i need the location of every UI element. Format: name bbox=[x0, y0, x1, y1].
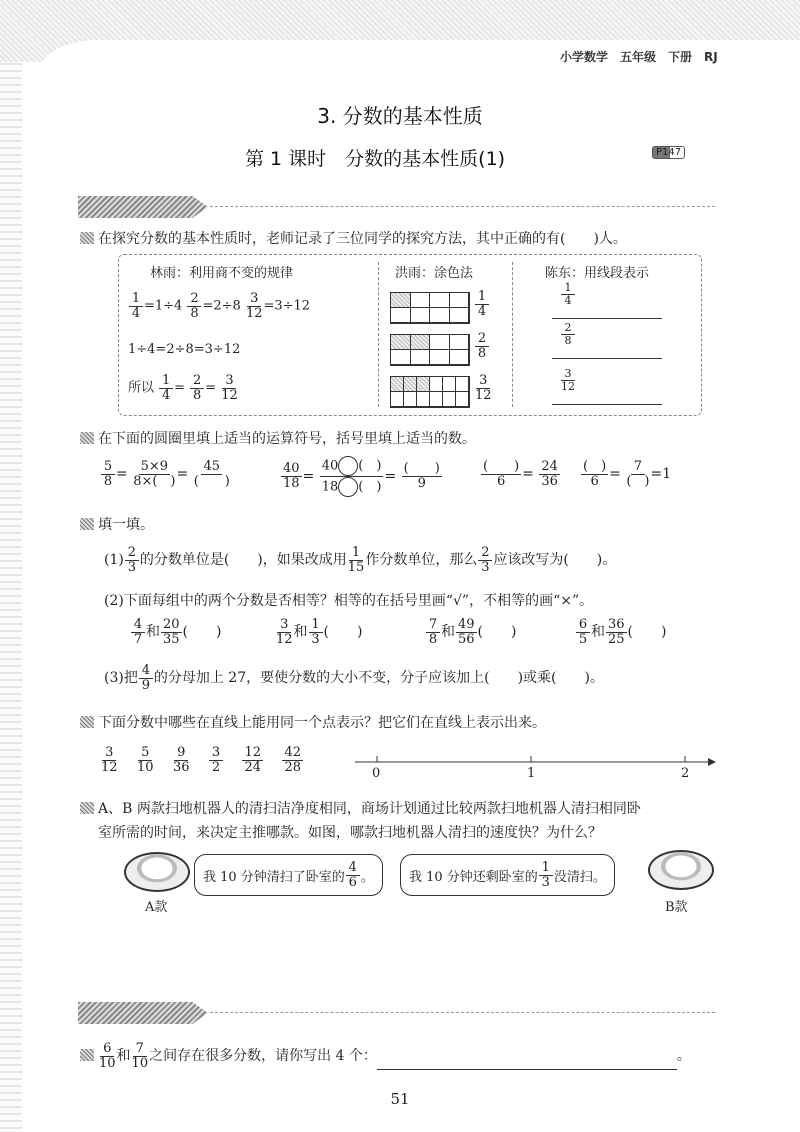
question-1 bbox=[80, 228, 627, 248]
robot-a-speech: 我 10 分钟清扫了卧室的 4 6 。 bbox=[194, 854, 383, 896]
question-marker-icon bbox=[80, 232, 94, 244]
question-4-text: 下面分数中哪些在直线上能用同一个点表示？把它们在直线上表示出来。 bbox=[98, 715, 546, 731]
segment-line-1 bbox=[552, 318, 662, 319]
robot-a-label: A款 bbox=[145, 900, 168, 915]
q2-equation-3: ( ) 6 = $\frac{24}{36}$ bbox=[483, 459, 558, 489]
hongyu-title: 洪雨：涂色法 bbox=[395, 266, 474, 281]
basic-section-banner bbox=[78, 196, 208, 218]
shaded-grid-quarters bbox=[390, 292, 470, 324]
question-3 bbox=[80, 514, 154, 534]
q3-part-2: (2)下面每组中的两个分数是否相等？相等的在括号里画“√”，不相等的画“×”。 bbox=[104, 593, 594, 609]
question-marker-icon bbox=[80, 716, 94, 728]
advanced-section-banner bbox=[78, 1002, 208, 1024]
q4-fractions: $\frac{3}{12}$ $\frac{5}{10}$ $\frac{9}{36}$ $\frac{3}{2}$ $\frac{12}{24}$ $\frac{42}{28}$ bbox=[101, 745, 301, 775]
unit-title: 3. 分数的基本性质 bbox=[317, 104, 483, 128]
panel-divider bbox=[378, 262, 379, 407]
q3-pair-2: $\frac{3}{12}$ 和 $\frac{1}{3}$ ( ) bbox=[276, 617, 363, 647]
question-marker-icon bbox=[80, 432, 94, 444]
question-marker-icon bbox=[80, 518, 94, 530]
segment-frac-1: $\frac{1}{4}$ bbox=[560, 282, 576, 306]
question-marker-icon bbox=[80, 802, 94, 814]
hongyu-frac-3: $\frac{3}{12}$ bbox=[475, 373, 492, 403]
shaded-grid-twelfths bbox=[390, 376, 470, 408]
linyu-row-1: $\frac{1}{4}$ =1÷4 $\frac{2}{8}$ =2÷8 $\frac{3}{12}$ =3÷12 bbox=[128, 292, 310, 320]
chendong-title: 陈东：用线段表示 bbox=[545, 266, 650, 281]
question-5 bbox=[80, 798, 641, 818]
axis-label-0: 0 bbox=[372, 766, 381, 781]
segment-frac-3: $\frac{3}{12}$ bbox=[561, 367, 575, 393]
segment-frac-2: $\frac{2}{8}$ bbox=[560, 322, 576, 346]
page-number: 51 bbox=[390, 1090, 410, 1108]
question-5-line-1: A、B 两款扫地机器人的清扫洁净度相同，商场计划通过比较两款扫地机器人清扫相同卧 bbox=[98, 801, 641, 817]
q2-equation-4: ( ) 6 = 7 ( ) =1 bbox=[583, 459, 672, 489]
robot-b-label: B款 bbox=[665, 900, 688, 915]
question-3-text: 填一填。 bbox=[98, 517, 154, 533]
question-6: $\frac{6}{10}$ 和 $\frac{7}{10}$ 之间存在很多分数，请你写出 4 个： 。 bbox=[80, 1042, 691, 1070]
question-1-text: 在探究分数的基本性质时，老师记录了三位同学的探究方法，其中正确的有( )人。 bbox=[98, 231, 627, 247]
robot-a-icon bbox=[124, 852, 190, 892]
q3-part-3: (3)把 $\frac{4}{9}$ 的分母加上 27，要使分数的大小不变，分子应该加上( )或乘( )。 bbox=[104, 663, 604, 693]
lesson-title: 第 1 课时 分数的基本性质(1) bbox=[245, 148, 506, 170]
q2-equation-1: $\frac{5}{8}$ = $\frac{5\times 9}{8\times( )}$ = 45 ( ) bbox=[100, 460, 231, 488]
linyu-row-3: 所以 $\frac{1}{4}$ = $\frac{2}{8}$ = $\frac{3}{12}$ bbox=[128, 373, 238, 403]
hongyu-frac-2: $\frac{2}{8}$ bbox=[474, 332, 490, 360]
q2-equation-2: $\frac{40}{18}$ = $\frac{40 ( )}{18 ( )}$ = ( ) 9 bbox=[280, 456, 443, 497]
book-label: 小学数学 五年级 下册 RJ bbox=[560, 50, 718, 64]
question-5-line-2: 室所需的时间，来决定主推哪款。如图，哪款扫地机器人清扫的速度快？为什么？ bbox=[98, 825, 602, 841]
q3-part-1: (1) $\frac{2}{3}$ 的分数单位是( )，如果改成用 $\frac{1}{15}$ 作分数单位，那么 $\frac{2}{3}$ 应该改写为( )。 bbox=[104, 545, 617, 575]
linyu-title: 林雨：利用商不变的规律 bbox=[150, 266, 294, 281]
segment-line-2 bbox=[552, 358, 662, 359]
page-reference-badge: P147 bbox=[652, 146, 685, 159]
q3-pair-1: $\frac{4}{7}$ 和 $\frac{20}{35}$ ( ) bbox=[130, 618, 221, 646]
section-divider bbox=[210, 206, 715, 207]
linyu-row-2: 1÷4=2÷8=3÷12 bbox=[128, 342, 241, 357]
robot-b-speech: 我 10 分钟还剩卧室的 1 3 没清扫。 bbox=[400, 854, 615, 896]
q3-pair-3: $\frac{7}{8}$ 和 $\frac{49}{56}$ ( ) bbox=[425, 618, 516, 646]
axis-label-1: 1 bbox=[527, 766, 536, 781]
shaded-grid-eighths bbox=[390, 334, 470, 366]
q3-pair-4: $\frac{6}{5}$ 和 $\frac{36}{25}$ ( ) bbox=[575, 618, 666, 646]
page-edge-texture bbox=[0, 0, 22, 1132]
hongyu-frac-1: $\frac{1}{4}$ bbox=[474, 290, 490, 318]
segment-line-3 bbox=[552, 404, 662, 405]
section-divider bbox=[210, 1012, 715, 1013]
question-4 bbox=[80, 712, 546, 732]
panel-divider bbox=[512, 262, 513, 407]
operator-circle[interactable] bbox=[338, 456, 358, 476]
axis-label-2: 2 bbox=[681, 766, 690, 781]
question-2-text: 在下面的圆圈里填上适当的运算符号，括号里填上适当的数。 bbox=[98, 431, 476, 447]
question-marker-icon bbox=[80, 1049, 94, 1061]
answer-line[interactable] bbox=[377, 1069, 677, 1070]
robot-b-icon bbox=[648, 850, 714, 890]
operator-circle[interactable] bbox=[338, 477, 358, 497]
question-2 bbox=[80, 428, 476, 448]
